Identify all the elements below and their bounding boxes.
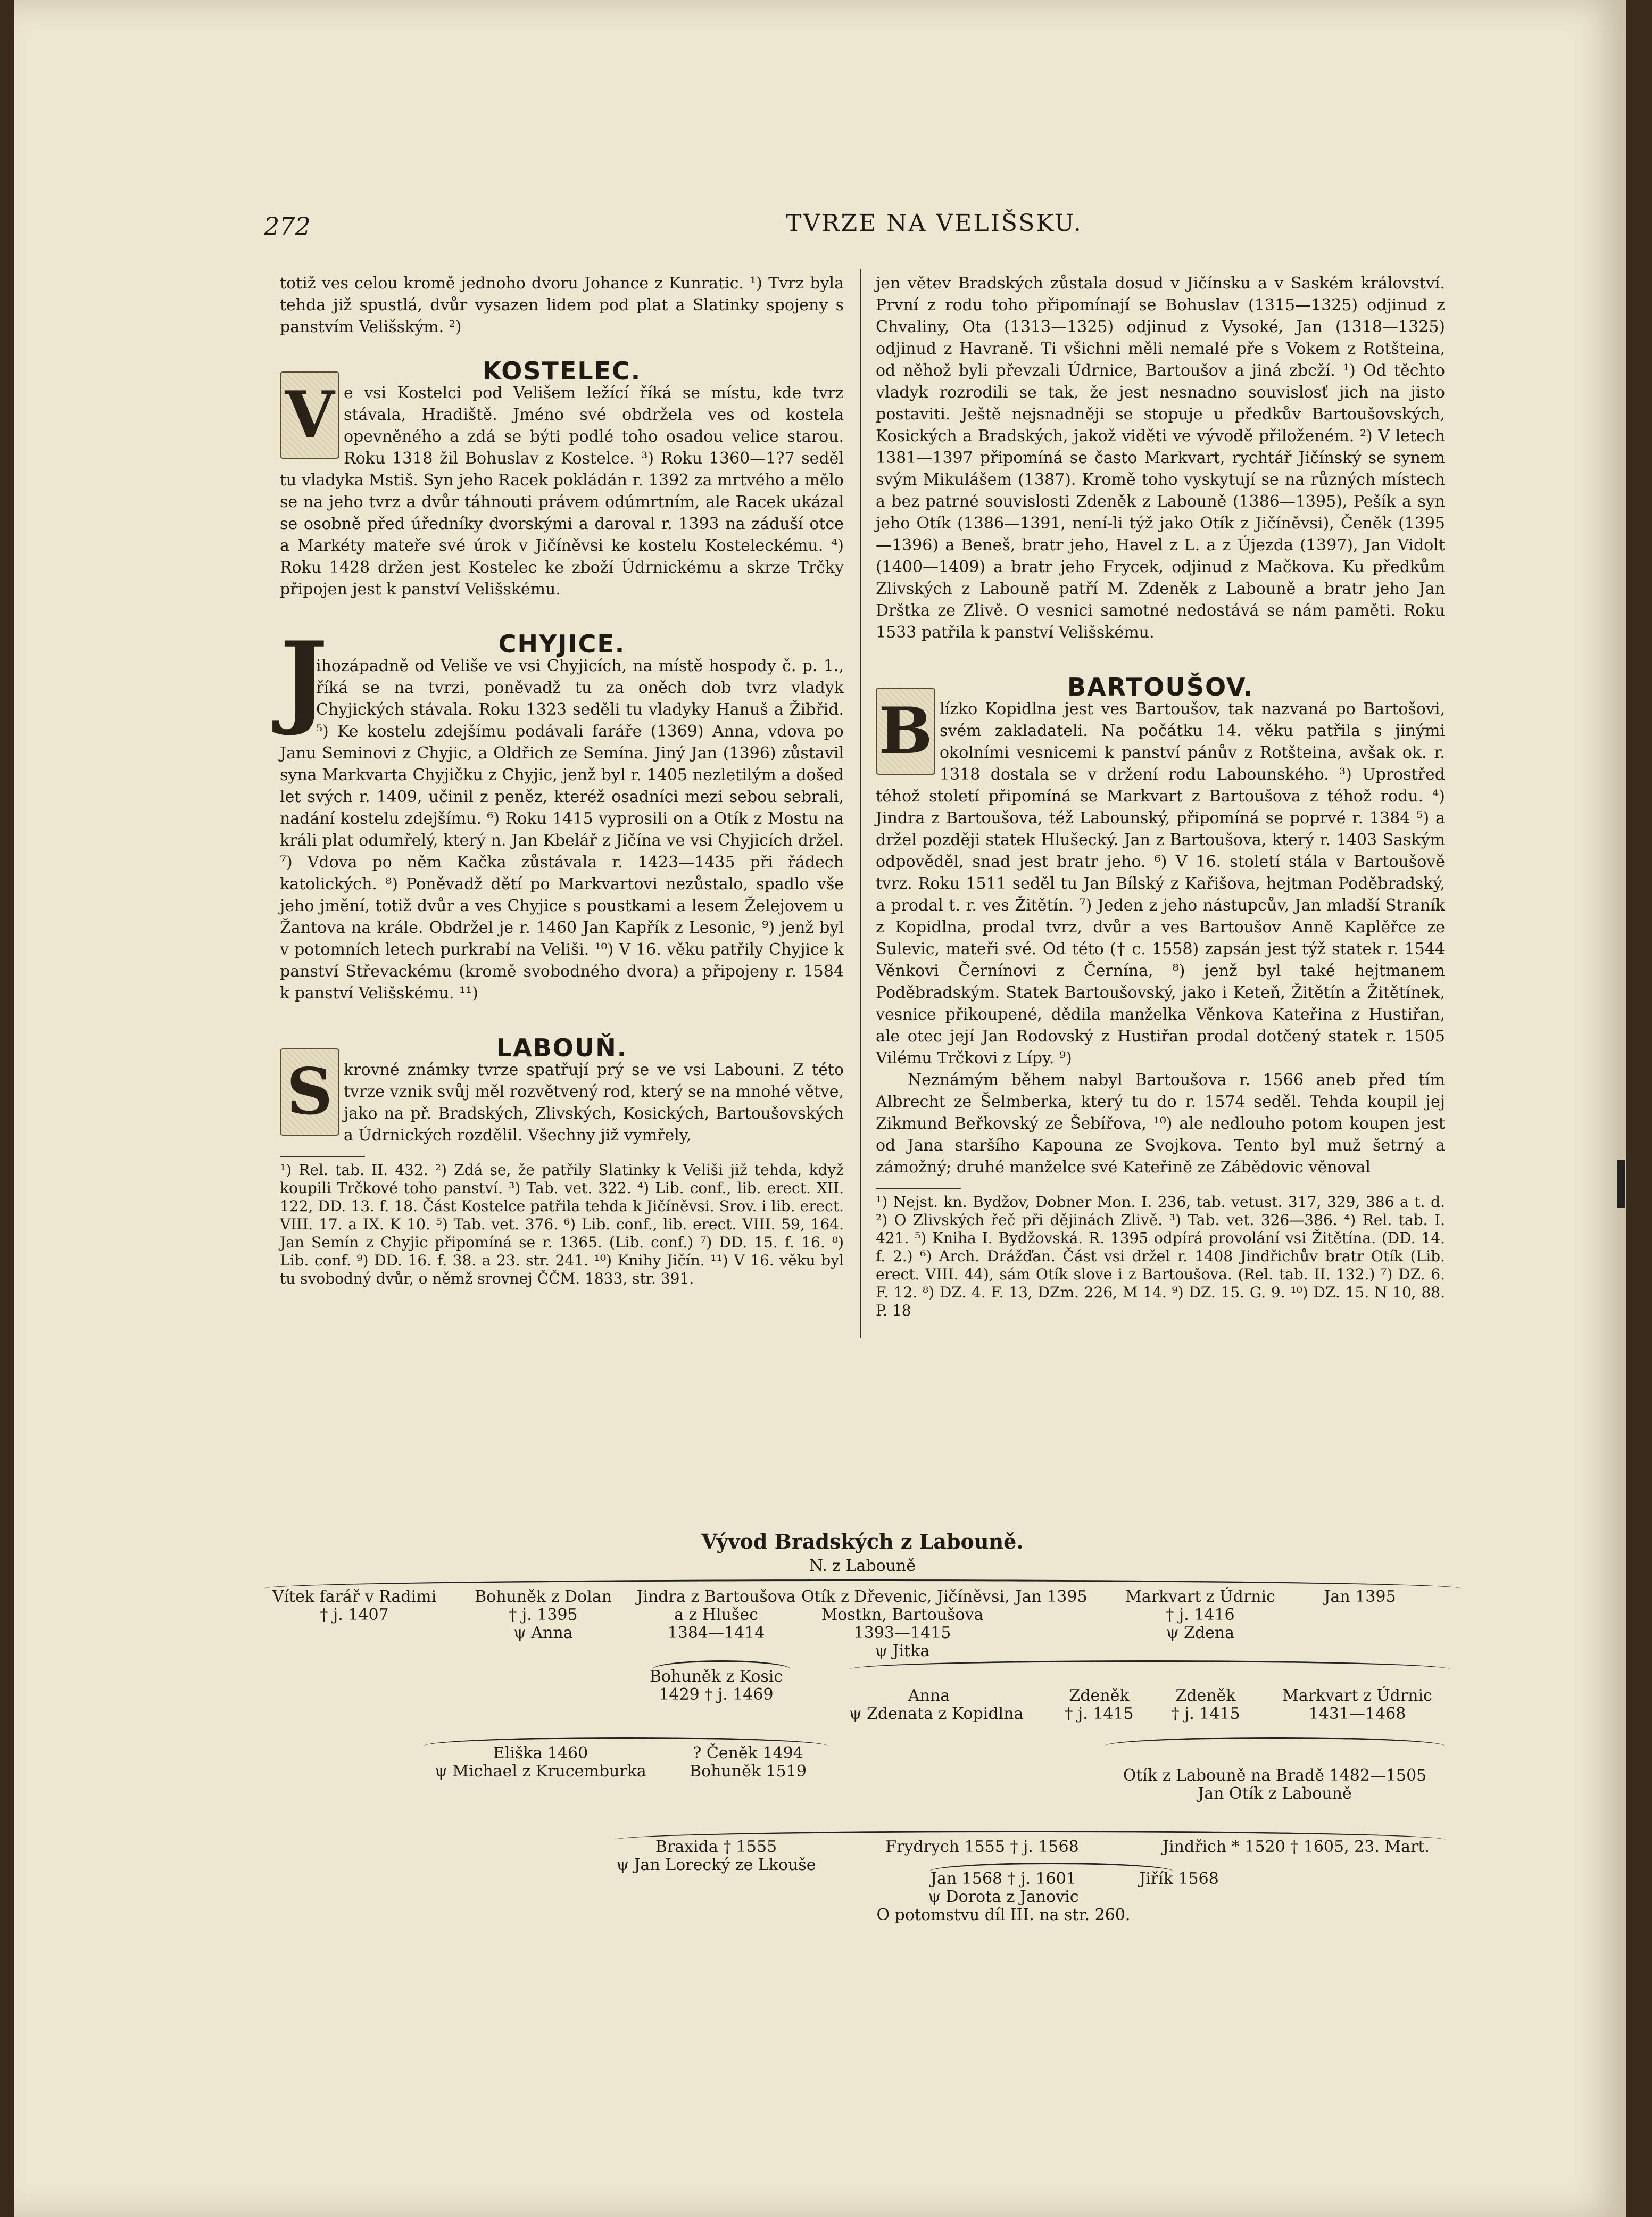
- person-vitek: [264, 1588, 445, 1624]
- name: Markvart z Údrnic: [1125, 1587, 1275, 1606]
- name: Bohuněk z Dolan: [475, 1587, 612, 1606]
- running-title: TVRZE NA VELIŠSKU.: [786, 210, 1083, 237]
- person-zdenek-b: [1158, 1687, 1253, 1723]
- name: a z Hlušec: [674, 1606, 758, 1624]
- person-braxida: [604, 1838, 828, 1874]
- section-bartousov: [876, 673, 1445, 1178]
- name: Mostkn, Bartoušova: [821, 1606, 984, 1624]
- right-intro: jen větev Bradských zůstala dosud v Jičínsku a v Saském království. První z rodu toho připomínají se Bohuslav (1315—1325) odjinud z Chvaliny, Ota (1313—1325) odjinud z Vysoké, Jan (1318—1325) odjinud z Havraně. Ti všichni měli nemalé pře s Vokem z Rotšteina, od něhož byli převzali Údrnice, Bartoušov a jiná zbcží. ¹) Od těchto vladyk rozrodili se tak, že jest nesnadno souvislosť jich na jisto postaviti. Ještě nejsnadněji se stopuje u předkův Bartoušovských, Kosických a Bradských, jakož viděti ve vývodě přiloženém. ²) V letech 1381—1397 připomíná se často Markvart, rychtář Jičínský se synem svým Mikulášem (1387). Kromě toho vyskytují se na různých místech a bez patrné souvislosti Zdeněk z Labouně (1386—1395), Pešík a syn jeho Otík (1386—1391, není-li týž jako Otík z Jičíněvsi), Čeněk (1395—1396) a Beneš, bratr jeho, Havel z L. a z Újezda (1397), Jan Vidolt (1400—1409) a bratr jeho Frycek, odjinud z Mačkova. Ku předkům Zlivských z Labouně patří M. Zdeněk z Labouně a bratr jeho Jan Drštka ze Zlivě. O vesnici samotné nedostává se nám paměti. Roku 1533 patřila k panství Velišskému.: [876, 274, 1445, 642]
- person-bohunek-dolan: [461, 1588, 626, 1642]
- spouse: ψ Michael z Krucemburka: [435, 1762, 646, 1781]
- name: Anna: [908, 1686, 950, 1705]
- left-intro: totiž ves celou kromě jednoho dvoru Johance z Kunratic. ¹) Tvrz byla tehda již spustlá, dvůr vysazen lidem pod plat a Slatinky spojeny s panstvím Velišským. ²): [280, 274, 844, 336]
- heading-labon: LABOUŇ.: [496, 1033, 628, 1062]
- person-cenek: [679, 1744, 817, 1781]
- person-eliska: [424, 1744, 658, 1781]
- dates: 1431—1468: [1308, 1705, 1406, 1723]
- brace: [1105, 1737, 1445, 1746]
- dates: † j. 1395: [509, 1606, 578, 1624]
- person-zdenek-a: [1051, 1687, 1147, 1723]
- heading-kostelec: KOSTELEC.: [482, 357, 642, 385]
- name: Vítek farář v Radimi: [272, 1587, 437, 1606]
- dates: 1429 † j. 1469: [659, 1685, 774, 1704]
- book-page: [14, 0, 1626, 2217]
- person-jan-1568: [876, 1870, 1131, 1924]
- person-anna: [849, 1686, 1024, 1723]
- text-chyjice: ihozápadně od Veliše ve vsi Chyjicích, na místě hospody č. p. 1., říká se na tvrzi, poněvadž tu za oněch dob tvrz vladyk Chyjických stávala. Roku 1323 seděli tu vladyky Hanuš a Žibřid. ⁵) Ke kostelu zdejšímu podávali faráře (1369) Anna, vdova po Janu Seminovi z Chyjic, a Oldřich ze Semína. Jiný Jan (1396) zůstavil syna Markvarta Chyjičku z Chyjic, jenž byl r. 1405 nezletilým a došed let svých r. 1409, učinil z peněz, kteréž osadníci mezi sebou sebrali, nadání kostelu zdejšímu. ⁶) Roku 1415 vyprosili on a Otík z Mostu na králi plat odumřelý, který n. Jan Kbelář z Jičína ve vsi Chyjicích držel. ⁷) Vdova po něm Kačka zůstávala r. 1423—1435 při řádech katolických. ⁸) Poněvadž dětí po Markvartovi nezůstalo, spadlo vše jeho jmění, totiž dvůr a ves Chyjice s poustkami a lesem Želejovem u Žantova na krále. Obdržel je r. 1460 Jan Kapřík z Lesonic, ⁹) jenž byl v potomních letech purkrabí na Veliši. ¹⁰) V 16. věku patřily Chyjice k panství Střevackému (kromě svobodného dvora) a připojeny r. 1584 k panství Velišskému. ¹¹): [280, 657, 844, 1003]
- column-rule: [860, 269, 861, 1338]
- person-jan-1395: Jan 1395: [1015, 1587, 1088, 1606]
- dates: 1393—1415: [853, 1624, 951, 1642]
- spouse: ψ Dorota z Janovic: [928, 1888, 1079, 1906]
- footnotes-right: ¹) Nejst. kn. Bydžov, Dobner Mon. I. 236, tab. vetust. 317, 329, 386 a t. d. ²) O Zlivských řeč při dějinách Zlivě. ³) Tab. vet. 326—386. ⁴) Rel. tab. I. 421. ⁵) Kniha I. Bydžovská. R. 1395 odpírá provolání vsi Žitětína. (DD. 14. f. 2.) ⁶) Arch. Drážďan. Část vsi držel r. 1408 Jindřichův bratr Otík (Lib. erect. VIII. 44), sám Otík slove i z Bartoušova. (Rel. tab. II. 132.) ⁷) DZ. 6. F. 12. ⁸) DZ. 4. F. 13, DZm. 226, M 14. ⁹) DZ. 15. G. 9. ¹⁰) DZ. 15. N 10, 88. P. 18: [876, 1193, 1445, 1319]
- name: Otík z Labouně na Bradě 1482—1505: [1123, 1766, 1427, 1785]
- section-kostelec: [280, 357, 844, 600]
- text-kostelec: e vsi Kostelci pod Velišem ležící říká se místu, kde tvrz stávala, Hradiště. Jméno své obdržela ves od kostela opevněného a zdá se býti podlé toho osadou velice starou. Roku 1318 žil Bohuslav z Kostelce. ³) Roku 1360—1?7 seděl tu vladyka Mstiš. Syn jeho Racek pokládán r. 1392 za mrtvého a mělo se na jeho tvrz a dvůr táhnouti právem odúmrtním, ale Racek ukázal se osobně před úředníky dvorskými a daroval r. 1393 na záduší otce a Markéty mateře své úrok v Jičíněvsi ke kostelu Kosteleckému. ⁴) Roku 1428 držen jest Kostelec ke zboží Údrnickému a skrze Trčky připojen jest k panství Velišskému.: [280, 384, 844, 599]
- name: ? Čeněk 1494: [693, 1744, 803, 1763]
- section-labon: [280, 1033, 844, 1146]
- ornamental-initial-icon: S: [280, 1048, 339, 1136]
- brace: [849, 1660, 1450, 1669]
- left-column: [280, 272, 844, 1288]
- note: O potomstvu díl III. na str. 260.: [876, 1906, 1131, 1924]
- footnotes-left: ¹) Rel. tab. II. 432. ²) Zdá se, že patřily Slatinky k Veliši již tehda, když koupili Trčkové toho panství. ³) Tab. vet. 322. ⁴) Lib. conf., lib. erect. XII. 122, DD. 13. f. 18. Část Kostelce patřila tehda k Jičíněvsi. Srov. i lib. erect. VIII. 17. a IX. K 10. ⁵) Tab. vet. 376. ⁶) Lib. conf., lib. erect. VIII. 59, 164. Jan Semín z Chyjic připomíná se r. 1365. (Lib. conf.) ⁷) DD. 15. f. 16. ⁸) Lib. conf. ⁹) DD. 16. f. 38. a 23. str. 241. ¹⁰) Knihy Jičín. ¹¹) V 16. věku byl tu svobodný dvůr, o němž srovnej ČČM. 1833, str. 391.: [280, 1161, 844, 1287]
- ornamental-initial-icon: J: [280, 619, 328, 738]
- text-bartousov: lízko Kopidlna jest ves Bartoušov, tak nazvaná po Bartošovi, svém zakladateli. Na počátku 14. věku patřila s jinými okolními vesnicemi k panství pánův z Rotšteina, avšak ok. r. 1318 dostala se v držení rodu Labounského. ³) Uprostřed téhož století připomíná se Markvart z Bartoušova z téhož rodu. ⁴) Jindra z Bartoušova, též Labounský, připomíná se poprvé r. 1384 ⁵) a držel později statek Hlušecký. Jan z Bartoušova, který r. 1403 Saským odpověděl, snad jest bratr jeho. ⁶) V 16. století stála v Bartoušově tvrz. Roku 1511 seděl tu Jan Bílský z Kařišova, hejtman Poděbradský, a prodal t. r. ves Žitětín. ⁷) Jeden z jeho nástupcův, Jan mladší Straník z Kopidlna, prodal tvrz, dvůr a ves Bartoušov Anně Kaplěřce ze Sulevic, mateři své. Od této († c. 1558) zapsán jest týž statek r. 1544 Věnkovi Černínovi z Černína, ⁸) jenž byl také hejtmanem Poděbradským. Statek Bartoušovský, jako i Keteň, Žitětín a Žitětínek, vesnice přikoupené, dědila manželka Věnkova Kateřina z Hustiřan, ale otec její Jan Rodovský z Hustiřan prodal dotčený statek r. 1505 Vilému Trčkovi z Lípy. ⁹): [876, 700, 1445, 1068]
- heading-chyjice: CHYJICE.: [498, 630, 626, 658]
- name: Bohuněk 1519: [690, 1762, 807, 1781]
- person-jan-1395-b: Jan 1395: [1324, 1587, 1396, 1606]
- ornamental-initial-icon: B: [876, 688, 935, 775]
- text-bartousov-2: Neznámým během nabyl Bartoušova r. 1566 aneb před tím Albrecht ze Šelmberka, který tu do r. 1574 seděl. Tehda koupil jej Zikmund Beřkovský ze Šebířova, ¹⁰) ale nedlouho potom koupen jest od Jana staršího Kapouna ze Svojkova. Tento byl muž šetrný a zámožný; druhé manželce své Kateřině ze Zábědovic věnoval: [876, 1071, 1445, 1177]
- name: Jan 1568 † j. 1601: [931, 1869, 1076, 1888]
- name: Braxida † 1555: [655, 1838, 777, 1856]
- person-frydrych: Frydrych 1555 † j. 1568: [885, 1838, 1079, 1856]
- person-markvart: [1105, 1588, 1296, 1642]
- edge-mark: [1617, 1160, 1625, 1208]
- section-chyjice: [280, 619, 844, 1004]
- person-markvart-udrnic: [1269, 1687, 1445, 1723]
- name: Bohuněk z Kosic: [649, 1667, 783, 1686]
- spouse: ψ Jan Lorecký ze Lkouše: [616, 1856, 816, 1874]
- person-otik-labone: [1105, 1767, 1445, 1803]
- person-otik: [801, 1587, 1010, 1660]
- genealogy-root: N. z Labouně: [809, 1557, 916, 1575]
- name: Jindra z Bartoušova: [636, 1587, 796, 1606]
- name: Otík z Dřevenic, Jičíněvsi,: [801, 1587, 1010, 1606]
- spouse: ψ Anna: [513, 1624, 573, 1642]
- dates: 1384—1414: [667, 1624, 765, 1642]
- name: Zdeněk: [1069, 1686, 1130, 1705]
- spouse: ψ Jitka: [875, 1642, 930, 1660]
- page-number: 272: [264, 212, 311, 241]
- person-jirik: Jiřík 1568: [1139, 1869, 1219, 1888]
- dates: † j. 1415: [1171, 1705, 1240, 1723]
- spouse: ψ Zdena: [1166, 1624, 1235, 1642]
- name: Eliška 1460: [493, 1744, 588, 1763]
- dates: † j. 1416: [1166, 1606, 1235, 1624]
- footnote-rule: [280, 1156, 365, 1157]
- footnote-rule: [876, 1188, 961, 1189]
- spouse: ψ Zdenata z Kopidlna: [849, 1705, 1024, 1723]
- person-jindrich: Jindřich * 1520 † 1605, 23. Mart.: [1163, 1838, 1430, 1856]
- name: Jan Otík z Labouně: [1198, 1784, 1352, 1803]
- person-jindra: [636, 1588, 796, 1642]
- genealogy-tree: [264, 1529, 1461, 1937]
- heading-bartousov: BARTOUŠOV.: [1067, 673, 1253, 701]
- name: Markvart z Údrnic: [1282, 1686, 1432, 1705]
- person-bohunek-kosic: [636, 1668, 796, 1704]
- ornamental-initial-icon: V: [280, 371, 339, 459]
- text-labon: krovné známky tvrze spatřují prý se ve vsi Labouni. Z této tvrze vznik svůj měl rozvětvený rod, který se na mnohé větve, jako na př. Bradských, Zlivských, Kosických, Bartoušovských a Údrnických rozdělil. Všechny již vymřely,: [344, 1061, 844, 1145]
- right-column: [876, 272, 1445, 1320]
- dates: † j. 1415: [1065, 1705, 1134, 1723]
- genealogy-title: Vývod Bradských z Labouně.: [701, 1529, 1024, 1553]
- name: Zdeněk: [1175, 1686, 1236, 1705]
- dates: † j. 1407: [320, 1606, 389, 1624]
